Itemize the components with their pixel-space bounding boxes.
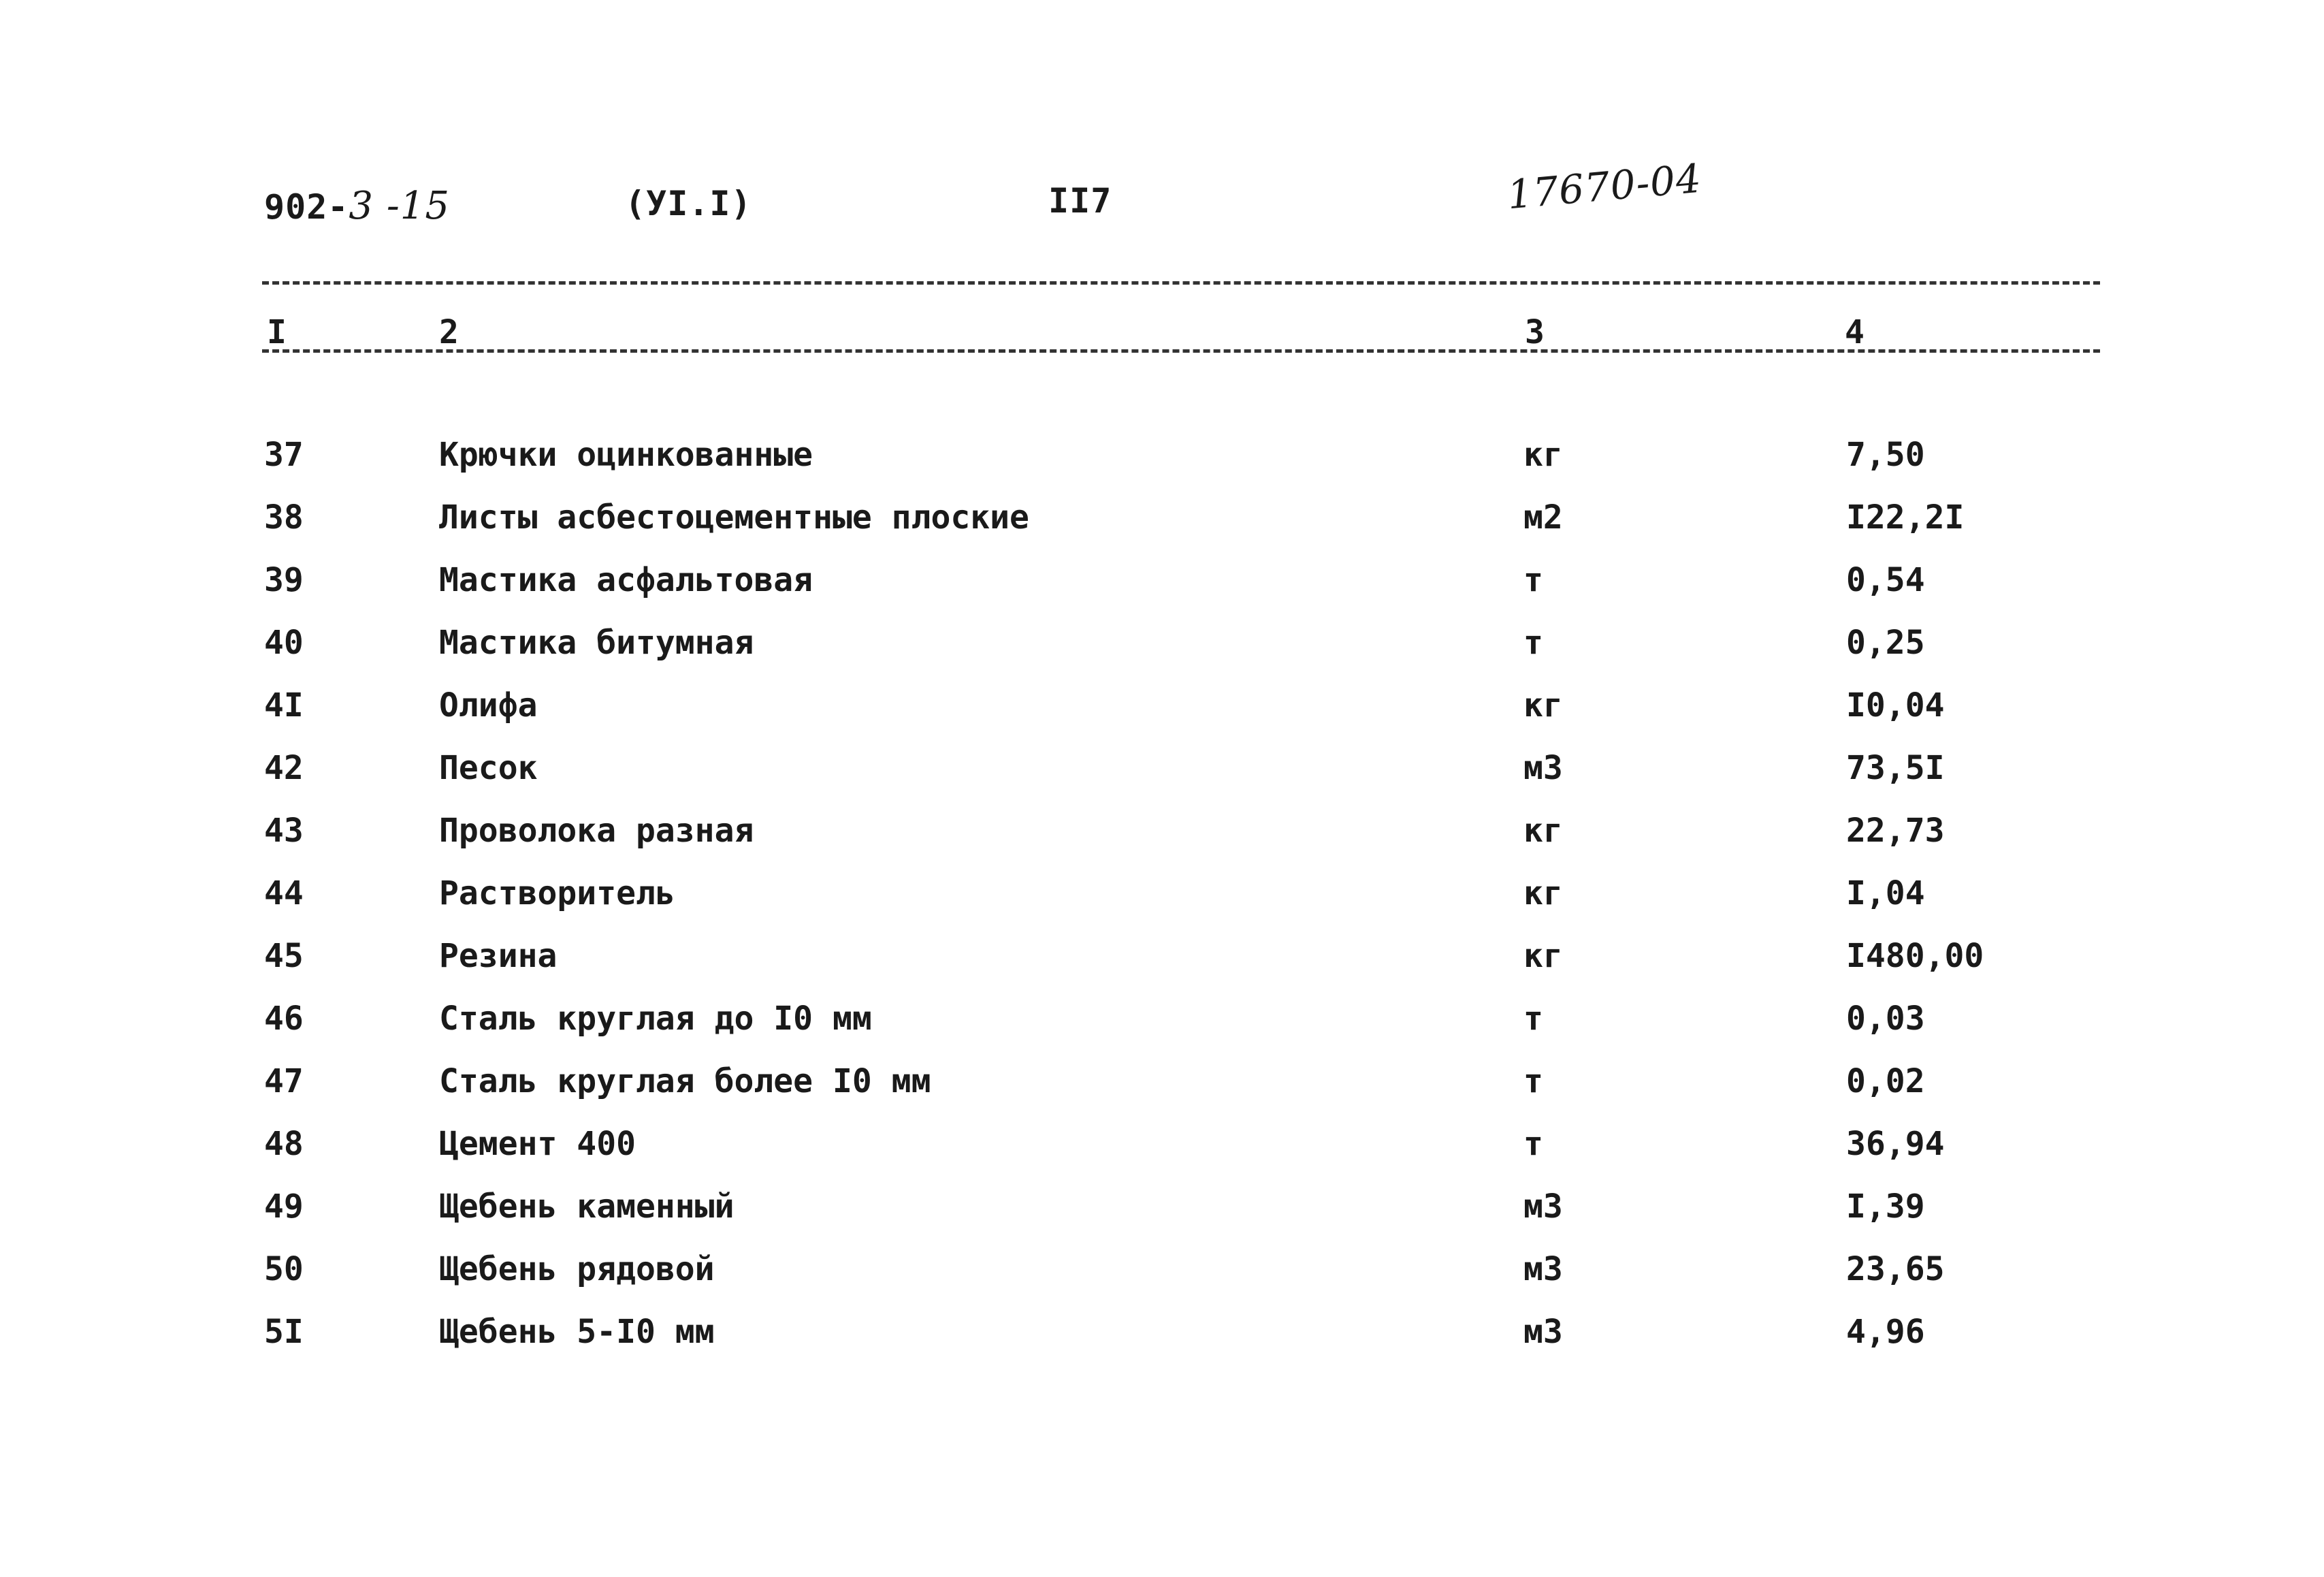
quantity: 0,02 (1846, 1062, 1925, 1100)
material-name: Щебень рядовой (439, 1250, 715, 1288)
unit: т (1523, 1000, 1543, 1038)
material-name: Проволока разная (439, 812, 754, 850)
unit: т (1523, 1062, 1543, 1100)
column-header-2: 2 (439, 313, 459, 351)
unit: т (1523, 1125, 1543, 1163)
unit: кг (1523, 937, 1563, 975)
material-name: Мастика асфальтовая (439, 561, 813, 599)
table-header-rule (262, 349, 2100, 353)
material-name: Резина (439, 937, 558, 975)
quantity: I480,00 (1846, 937, 1984, 975)
unit: кг (1523, 874, 1563, 912)
table-row (0, 937, 2324, 1000)
material-name: Цемент 400 (439, 1125, 636, 1163)
material-name: Щебень каменный (439, 1188, 735, 1226)
row-number: 48 (264, 1125, 304, 1163)
document-code-prefix: 902- (264, 187, 349, 227)
row-number: 38 (264, 498, 304, 537)
material-name: Мастика битумная (439, 624, 754, 662)
table-row (0, 1250, 2324, 1313)
document-code (264, 184, 450, 228)
row-number: 45 (264, 937, 304, 975)
table-row (0, 624, 2324, 686)
document-code-handwritten: 3 -15 (349, 184, 451, 228)
materials-table (0, 436, 2324, 1375)
column-header-3: 3 (1525, 313, 1545, 351)
row-number: 39 (264, 561, 304, 599)
row-number: 47 (264, 1062, 304, 1100)
material-name: Олифа (439, 686, 538, 724)
quantity: 0,54 (1846, 561, 1925, 599)
unit: м3 (1523, 1250, 1563, 1288)
table-row (0, 1188, 2324, 1250)
row-number: 44 (264, 874, 304, 912)
table-row (0, 749, 2324, 812)
row-number: 5I (264, 1313, 304, 1351)
quantity: 22,73 (1846, 812, 1945, 850)
table-row (0, 686, 2324, 749)
unit: т (1523, 561, 1543, 599)
quantity: 0,03 (1846, 1000, 1925, 1038)
unit: м3 (1523, 1188, 1563, 1226)
table-row (0, 1313, 2324, 1375)
unit: кг (1523, 686, 1563, 724)
row-number: 43 (264, 812, 304, 850)
table-top-rule (262, 281, 2100, 285)
material-name: Песок (439, 749, 538, 787)
column-header-1: I (267, 313, 287, 351)
unit: кг (1523, 812, 1563, 850)
quantity: 4,96 (1846, 1313, 1925, 1351)
quantity: I,39 (1846, 1188, 1925, 1226)
material-name: Растворитель (439, 874, 675, 912)
table-row (0, 874, 2324, 937)
unit: м3 (1523, 749, 1563, 787)
section-label: (УI.I) (625, 184, 752, 223)
quantity: 7,50 (1846, 436, 1925, 474)
row-number: 46 (264, 1000, 304, 1038)
archive-number-handwritten: 17670-04 (1505, 155, 1704, 219)
table-row (0, 498, 2324, 561)
quantity: 23,65 (1846, 1250, 1945, 1288)
unit: м3 (1523, 1313, 1563, 1351)
column-header-4: 4 (1845, 313, 1865, 351)
table-row (0, 1062, 2324, 1125)
row-number: 42 (264, 749, 304, 787)
row-number: 50 (264, 1250, 304, 1288)
material-name: Сталь круглая до I0 мм (439, 1000, 872, 1038)
quantity: 73,5I (1846, 749, 1945, 787)
table-row (0, 436, 2324, 498)
unit: т (1523, 624, 1543, 662)
material-name: Сталь круглая более I0 мм (439, 1062, 931, 1100)
table-row (0, 812, 2324, 874)
page-number: II7 (1048, 181, 1112, 221)
row-number: 40 (264, 624, 304, 662)
unit: м2 (1523, 498, 1563, 537)
row-number: 4I (264, 686, 304, 724)
quantity: I22,2I (1846, 498, 1965, 537)
table-row (0, 1000, 2324, 1062)
material-name: Листы асбестоцементные плоские (439, 498, 1029, 537)
material-name: Крючки оцинкованные (439, 436, 813, 474)
row-number: 49 (264, 1188, 304, 1226)
unit: кг (1523, 436, 1563, 474)
material-name: Щебень 5-I0 мм (439, 1313, 715, 1351)
quantity: 0,25 (1846, 624, 1925, 662)
quantity: 36,94 (1846, 1125, 1945, 1163)
table-row (0, 561, 2324, 624)
quantity: I,04 (1846, 874, 1925, 912)
row-number: 37 (264, 436, 304, 474)
quantity: I0,04 (1846, 686, 1945, 724)
table-row (0, 1125, 2324, 1188)
